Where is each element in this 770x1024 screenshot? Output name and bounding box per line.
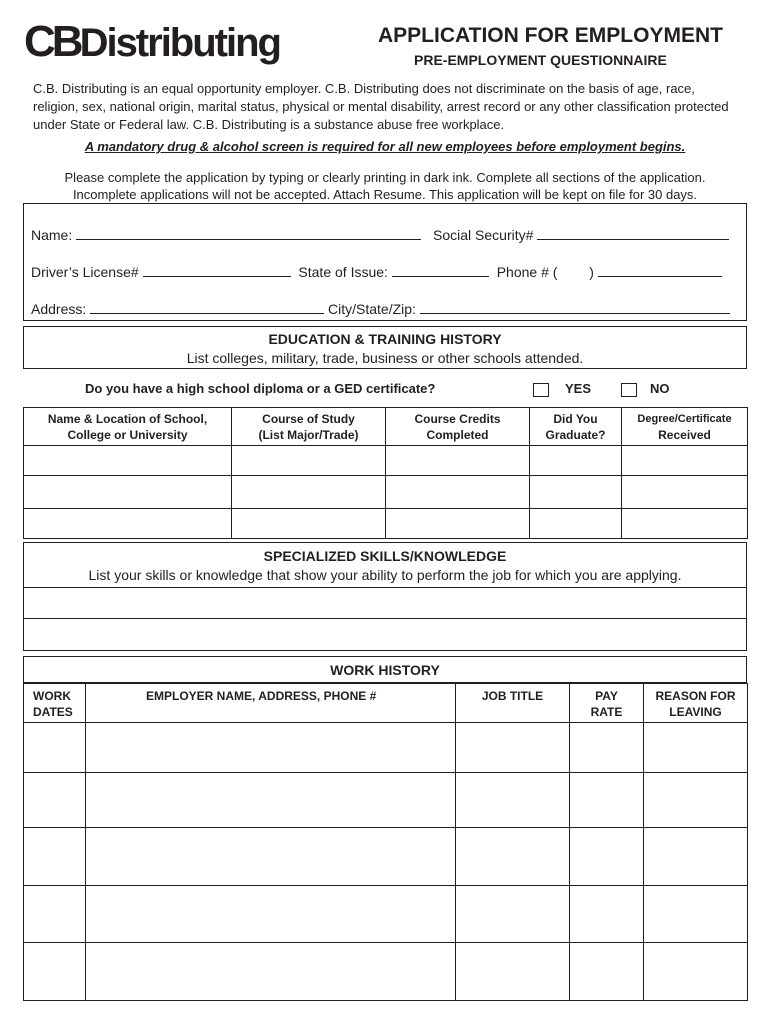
- no-label: NO: [650, 381, 670, 396]
- phone-close: ): [589, 264, 594, 280]
- education-header-row: [24, 408, 748, 446]
- table-cell[interactable]: [24, 723, 86, 773]
- state-field[interactable]: [392, 262, 489, 277]
- education-header: [23, 330, 747, 368]
- table-cell[interactable]: [644, 723, 748, 773]
- table-cell[interactable]: [456, 886, 570, 943]
- col-course: Course of Study (List Major/Trade): [232, 408, 386, 446]
- table-cell[interactable]: [622, 476, 748, 509]
- table-cell[interactable]: [570, 886, 644, 943]
- table-cell[interactable]: [570, 943, 644, 1001]
- state-label: State of Issue:: [298, 264, 388, 280]
- license-label: Driver’s License#: [31, 264, 139, 280]
- work-title: WORK HISTORY: [330, 662, 440, 678]
- table-cell[interactable]: [232, 476, 386, 509]
- table-row[interactable]: [24, 773, 748, 828]
- table-cell[interactable]: [24, 446, 232, 476]
- col-credits: Course Credits Completed: [386, 408, 530, 446]
- license-row: [31, 262, 722, 280]
- table-row[interactable]: [24, 476, 748, 509]
- table-cell[interactable]: [570, 773, 644, 828]
- table-cell[interactable]: [24, 828, 86, 886]
- ssn-label: Social Security#: [433, 227, 534, 243]
- table-cell[interactable]: [570, 828, 644, 886]
- table-cell[interactable]: [86, 886, 456, 943]
- skills-subtitle: List your skills or knowledge that show your ability to perform the job for which you are applying.: [88, 567, 682, 583]
- table-cell[interactable]: [456, 943, 570, 1001]
- table-cell[interactable]: [86, 828, 456, 886]
- table-cell[interactable]: [232, 446, 386, 476]
- address-label: Address:: [31, 301, 87, 317]
- city-field[interactable]: [420, 299, 730, 314]
- name-field[interactable]: [76, 225, 421, 240]
- skills-title: SPECIALIZED SKILLS/KNOWLEDGE: [263, 548, 507, 564]
- diploma-question: Do you have a high school diploma or a GED certificate?: [85, 381, 436, 396]
- education-title: EDUCATION & TRAINING HISTORY: [268, 331, 502, 347]
- col-graduate: Did You Graduate?: [530, 408, 622, 446]
- skills-line-2[interactable]: [23, 619, 747, 650]
- table-cell[interactable]: [456, 723, 570, 773]
- name-label: Name:: [31, 227, 73, 243]
- education-table: [23, 407, 748, 539]
- table-cell[interactable]: [24, 943, 86, 1001]
- table-row[interactable]: [24, 509, 748, 539]
- phone-field[interactable]: [598, 262, 722, 277]
- table-row[interactable]: [24, 446, 748, 476]
- work-header-row: [24, 684, 748, 723]
- city-label: City/State/Zip:: [328, 301, 416, 317]
- table-cell[interactable]: [644, 943, 748, 1001]
- table-cell[interactable]: [386, 446, 530, 476]
- form-title: APPLICATION FOR EMPLOYMENT: [378, 24, 723, 47]
- instructions-line-1: Please complete the application by typing or clearly printing in dark ink. Complete all sections of the application.: [64, 170, 706, 185]
- table-cell[interactable]: [644, 886, 748, 943]
- table-cell[interactable]: [86, 723, 456, 773]
- table-cell[interactable]: [86, 773, 456, 828]
- address-row: [31, 299, 730, 317]
- area-code-field[interactable]: [561, 263, 585, 277]
- col-pay-rate: PAY RATE: [570, 684, 644, 723]
- table-cell[interactable]: [644, 773, 748, 828]
- diploma-no-checkbox[interactable]: [621, 383, 637, 397]
- work-header: [23, 661, 747, 680]
- table-cell[interactable]: [24, 773, 86, 828]
- table-cell[interactable]: [232, 509, 386, 539]
- col-employer: EMPLOYER NAME, ADDRESS, PHONE #: [86, 684, 456, 723]
- table-row[interactable]: [24, 723, 748, 773]
- table-cell[interactable]: [24, 476, 232, 509]
- education-subtitle: List colleges, military, trade, business or other schools attended.: [186, 350, 584, 366]
- instructions: [0, 169, 770, 203]
- table-cell[interactable]: [386, 509, 530, 539]
- skills-line-1[interactable]: [23, 588, 747, 618]
- table-cell[interactable]: [622, 446, 748, 476]
- name-row: [31, 225, 729, 243]
- table-cell[interactable]: [386, 476, 530, 509]
- col-work-dates: WORK DATES: [24, 684, 86, 723]
- col-degree: Degree/Certificate Received: [622, 408, 748, 446]
- table-row[interactable]: [24, 828, 748, 886]
- table-cell[interactable]: [644, 828, 748, 886]
- col-reason: REASON FOR LEAVING: [644, 684, 748, 723]
- company-logo: CBDistributing: [24, 17, 280, 66]
- skills-header: [23, 547, 747, 585]
- table-row[interactable]: [24, 886, 748, 943]
- yes-label: YES: [565, 381, 592, 396]
- table-row[interactable]: [24, 943, 748, 1001]
- instructions-line-2: Incomplete applications will not be accepted. Attach Resume. This application will be kept on file for 30 days.: [72, 187, 698, 202]
- eeo-statement: C.B. Distributing is an equal opportunity employer. C.B. Distributing does not discriminate on the basis of age, race, religion, sex, national origin, marital status, physical or mental disability, arrest record or any other classification protected under State or Federal law. C.B. Distributing is a substance abuse free workplace.: [33, 81, 729, 132]
- table-cell[interactable]: [570, 723, 644, 773]
- table-cell[interactable]: [530, 446, 622, 476]
- table-cell[interactable]: [86, 943, 456, 1001]
- work-history-table: [23, 683, 748, 1001]
- phone-label: Phone # (: [496, 264, 558, 280]
- address-field[interactable]: [90, 299, 324, 314]
- table-cell[interactable]: [622, 509, 748, 539]
- drug-screen-notice: A mandatory drug & alcohol screen is required for all new employees before employment begins.: [84, 139, 686, 154]
- table-cell[interactable]: [456, 773, 570, 828]
- table-cell[interactable]: [530, 509, 622, 539]
- col-school: Name & Location of School, College or University: [24, 408, 232, 446]
- license-field[interactable]: [143, 262, 291, 277]
- table-cell[interactable]: [24, 886, 86, 943]
- table-cell[interactable]: [456, 828, 570, 886]
- col-job-title: JOB TITLE: [456, 684, 570, 723]
- table-cell[interactable]: [24, 509, 232, 539]
- form-subtitle: PRE-EMPLOYMENT QUESTIONNAIRE: [414, 52, 667, 68]
- ssn-field[interactable]: [537, 225, 729, 240]
- table-cell[interactable]: [530, 476, 622, 509]
- diploma-yes-checkbox[interactable]: [533, 383, 549, 397]
